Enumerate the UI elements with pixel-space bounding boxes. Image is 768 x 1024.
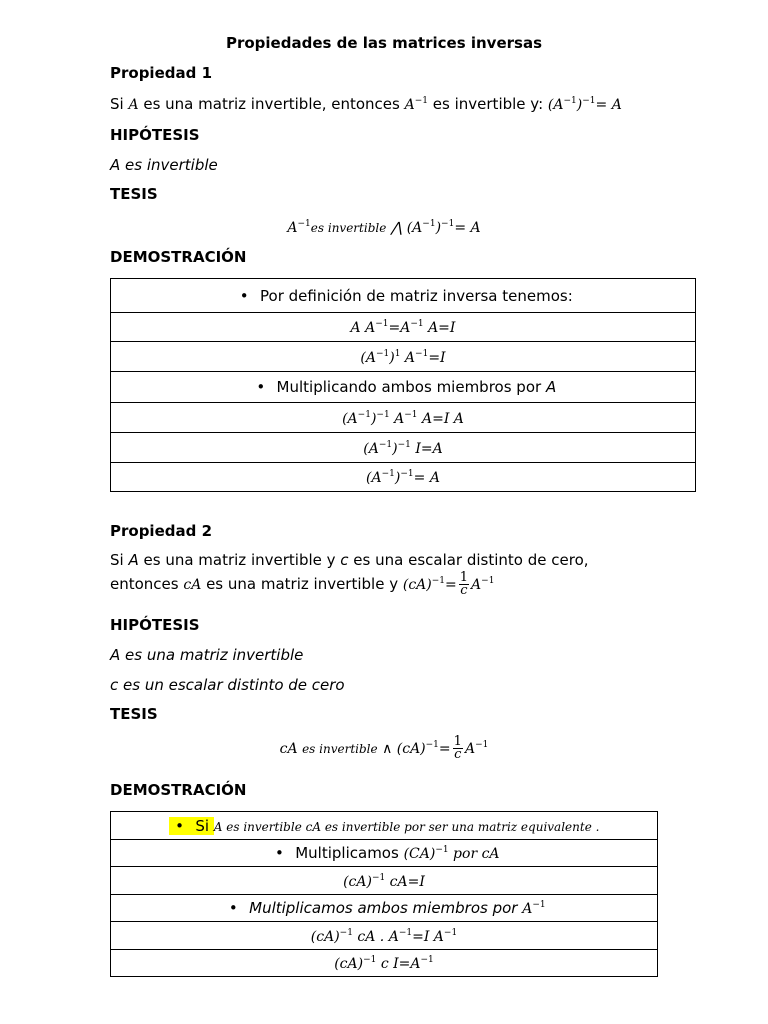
table-row	[111, 895, 658, 922]
prop1-stmt-inv: $A^{-1}$	[404, 96, 429, 113]
prop2-row-6: (cA)$^{-1}$ c $I=A^{-1}$	[111, 950, 658, 977]
page-title: Propiedades de las matrices inversas	[225, 34, 543, 52]
prop1-row-5: $(A^{-1})^{-1}$ $A^{-1}$ A=I A	[111, 403, 696, 433]
prop1-stmt-mid: es una matriz invertible, entonces	[138, 95, 405, 113]
prop2-statement-line1: Si A es una matriz invertible y c es una escalar distinto de cero,	[110, 551, 589, 569]
prop1-statement	[110, 95, 622, 113]
prop2-row-2: • Multiplicamos (CA)$^{-1}$ por cA	[111, 840, 658, 867]
prop1-demo-heading: DEMOSTRACIÓN	[110, 248, 247, 266]
prop2-tesis-formula: cA es invertible ∧ (cA)$^{-1}$= $\frac{1}{c}$ $A^{-1}$	[279, 734, 489, 762]
prop1-row-1: • Por definición de matriz inversa tenemos:	[111, 279, 696, 313]
prop2-heading: Propiedad 2	[110, 522, 213, 540]
prop2-row-4: • Multiplicamos ambos miembros por $A^{-1}$	[111, 895, 658, 922]
prop2-statement-line2: entonces cA es una matriz invertible y (cA)$^{-1}$= $\frac{1}{c}$ $A^{-1}$	[110, 570, 495, 598]
table-row	[111, 342, 696, 372]
prop1-row-4: • Multiplicando ambos miembros por A	[111, 372, 696, 403]
table-row	[111, 279, 696, 313]
table-row	[111, 840, 658, 867]
prop1-stmt-formula: $(A^{-1})^{-1}= A$	[547, 96, 622, 113]
prop1-tesis-formula: $A^{-1}es$ invertible ⋀ $(A^{-1})^{-1}= A$	[287, 219, 481, 236]
prop1-demo-table	[110, 278, 696, 492]
prop2-demo-heading: DEMOSTRACIÓN	[110, 781, 247, 799]
prop2-row-1: • Si A es invertible cA es invertible por ser una matriz equivalente .	[111, 812, 658, 840]
highlighted-bullet: • Si	[169, 817, 214, 835]
table-row	[111, 867, 658, 895]
prop2-demo-table	[110, 811, 658, 977]
prop2-tesis-heading: TESIS	[110, 705, 158, 723]
table-row	[111, 950, 658, 977]
prop1-stmt-pre: Si	[110, 95, 129, 113]
prop1-row-2: A $A^{-1}=A^{-1}$ A=I	[111, 313, 696, 342]
table-row	[111, 463, 696, 492]
prop1-tesis-heading: TESIS	[110, 185, 158, 203]
table-row	[111, 433, 696, 463]
prop1-row-6: $(A^{-1})^{-1}$ I=A	[111, 433, 696, 463]
prop1-stmt-var: A	[128, 97, 139, 113]
prop1-stmt-end: es invertible y:	[428, 95, 548, 113]
prop1-heading: Propiedad 1	[110, 64, 213, 82]
prop2-hyp-heading: HIPÓTESIS	[110, 616, 200, 634]
table-row	[111, 812, 658, 840]
table-row	[111, 403, 696, 433]
prop2-hyp-1: A es una matriz invertible	[110, 646, 304, 664]
prop2-row-5: (cA)$^{-1}$ cA . $A^{-1}=I$ $A^{-1}$	[111, 922, 658, 950]
prop2-hyp-2: c es un escalar distinto de cero	[110, 676, 345, 694]
table-row	[111, 313, 696, 342]
prop1-hyp: A es invertible	[110, 156, 218, 174]
prop1-row-7: $(A^{-1})^{-1}= A$	[111, 463, 696, 492]
table-row	[111, 372, 696, 403]
prop1-row-3: $(A^{-1})^1$ $A^{-1}=I$	[111, 342, 696, 372]
prop2-row-3: (cA)$^{-1}$ cA=I	[111, 867, 658, 895]
prop1-hyp-heading: HIPÓTESIS	[110, 126, 200, 144]
table-row	[111, 922, 658, 950]
